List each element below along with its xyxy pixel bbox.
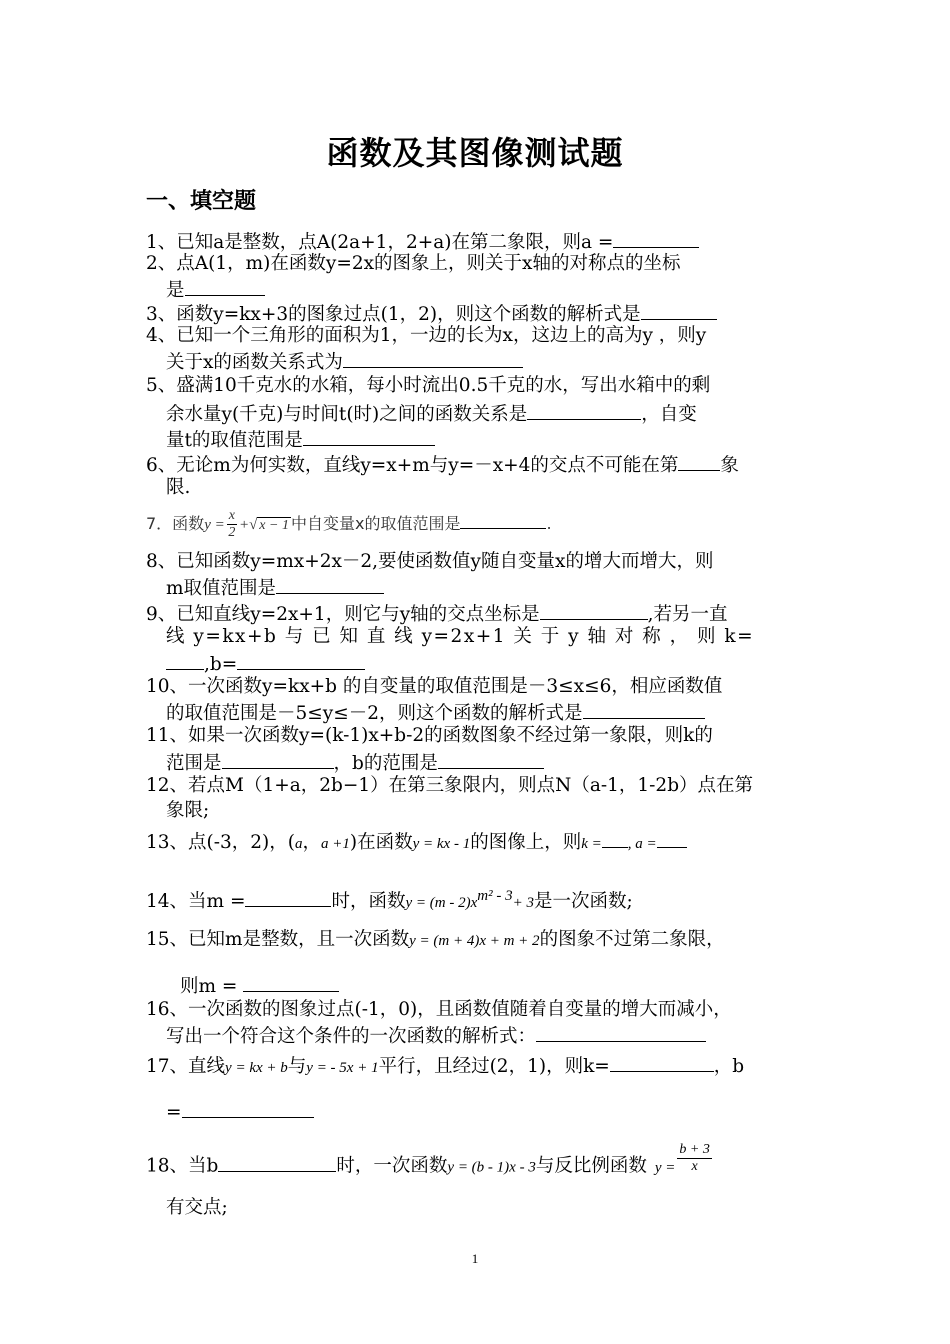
formula: + 3 [512,895,534,912]
formula: k = [581,836,602,852]
answer-blank[interactable] [237,650,365,670]
answer-blank[interactable] [527,400,641,420]
question-5 [146,374,710,398]
formula: y = [204,517,225,533]
question-text: 则m = [180,976,238,997]
question-6-cont [166,476,190,500]
question-text: 14、当m = [146,891,246,913]
denominator: 2 [228,525,236,540]
answer-blank[interactable] [245,887,331,907]
question-16 [146,998,732,1022]
question-16-cont [166,1022,706,1049]
question-10 [146,675,722,699]
question-text: 12、若点M（1+a，2b−1）在第三象限内，则点N（a-1，1-2b）点在第 [146,775,754,796]
question-text: 15、已知m是整数，且一次函数 [146,929,410,950]
question-text: 是一次函数; [533,891,633,913]
question-8 [146,550,713,574]
question-text: 的图象不过第二象限， [539,929,725,950]
answer-blank[interactable] [678,451,720,471]
answer-blank[interactable] [218,1152,336,1172]
question-text: 17、直线 [146,1056,226,1077]
answer-blank[interactable] [438,749,544,769]
question-6 [146,451,739,478]
question-text: m取值范围是 [166,578,277,599]
answer-blank[interactable] [222,749,334,769]
question-text: = [166,1102,182,1123]
question-text: 16、一次函数的图象过点(-1，0)，且函数值随着自变量的增大而减小， [146,999,732,1020]
numerator: b + 3 [679,1142,710,1157]
sqrt-sign: √ [249,517,258,533]
denominator: x [691,1159,698,1174]
fraction [677,1142,711,1175]
question-7 [146,508,552,541]
question-11 [146,724,713,748]
question-17-cont [166,1098,314,1125]
answer-blank[interactable] [276,574,384,594]
page-title: 函数及其图像测试题 [326,134,624,172]
question-text: 关于x的函数关系式为 [166,352,343,373]
answer-blank[interactable] [536,1022,706,1042]
question-text: 范围是 [166,753,222,774]
question-2 [146,252,680,276]
formula: y = kx - 1 [412,836,471,852]
question-9 [146,600,728,627]
question-text: 平行，且经过(2，1)，则k= [378,1056,610,1077]
question-10-cont [166,699,705,726]
question-text: 3、函数y=kx+3的图象过点(1，2)，则这个函数的解析式是 [146,304,641,325]
question-text: . [546,514,552,533]
answer-blank[interactable] [460,509,546,529]
answer-blank[interactable] [613,228,699,248]
question-18 [146,1142,714,1183]
question-14 [146,884,633,915]
formula: , a = [627,836,657,852]
answer-blank[interactable] [610,1052,714,1072]
question-1 [146,228,699,255]
fraction [227,508,237,541]
question-text: 6、无论m为何实数，直线y=x+m与y=－x+4的交点不可能在第 [146,455,679,476]
question-9-cont2 [166,650,365,677]
question-text: 象限; [166,800,210,821]
question-text: 象 [720,455,739,476]
question-text: 4、已知一个三角形的面积为1，一边的长为x，这边上的高为y ，则y [146,325,707,346]
question-text: 5、盛满10千克水的水箱，每小时流出0.5千克的水，写出水箱中的剩 [146,375,711,396]
answer-blank[interactable] [182,1098,314,1118]
formula-exponent: m² - 3 [477,888,513,904]
question-2-cont [166,276,265,303]
question-text: 与反比例函数 [535,1155,647,1177]
question-text: 与 [287,1056,307,1077]
answer-blank[interactable] [185,276,265,296]
page-number: 1 [471,1251,479,1266]
question-text: 有交点; [166,1197,228,1218]
question-text: ，b [713,1056,745,1077]
question-text: ,b= [204,654,238,675]
formula: y = (b - 1)x - 3 [447,1159,536,1176]
question-12 [146,774,753,798]
question-text: ，自变 [641,404,697,425]
question-text: 7．函数 [146,514,205,533]
formula: y = (m - 2)x [405,895,478,912]
question-8-cont [166,574,384,601]
answer-blank[interactable] [583,699,705,719]
question-17 [146,1052,744,1080]
answer-blank[interactable] [243,972,339,992]
question-text: ,若另一直 [647,604,728,625]
question-5-cont [166,400,697,427]
question-text: 时，一次函数 [336,1155,448,1177]
question-text: 限. [166,477,191,498]
question-11-cont [166,749,544,776]
question-text: 是 [166,280,185,301]
question-text: 9、已知直线y=2x+1，则它与y轴的交点坐标是 [146,604,540,625]
question-text: 11、如果一次函数y=(k-1)x+b-2的函数图象不经过第一象限，则k的 [146,725,713,746]
question-text: 2、点A(1，m)在函数y=2x的图象上，则关于x轴的对称点的坐标 [146,253,681,274]
answer-blank[interactable] [303,426,435,446]
question-text: 的取值范围是－5≤y≤－2，则这个函数的解析式是 [166,703,583,724]
question-text: 10、一次函数y=kx+b 的自变量的取值范围是－3≤x≤6，相应函数值 [146,676,723,697]
question-text: 余水量y(千克)与时间t(时)之间的函数关系是 [166,404,528,425]
formula: y = kx + b [225,1060,288,1076]
question-4 [146,324,706,348]
question-5-cont2 [166,426,435,453]
question-text: 的图像上，则 [470,832,582,853]
question-text: 8、已知函数y=mx+2x－2,要使函数值y随自变量x的增大而增大，则 [146,551,714,572]
radicand: x − 1 [259,518,289,533]
formula: y = (m + 4)x + m + 2 [409,933,540,949]
answer-blank[interactable] [166,650,204,670]
question-15 [146,928,725,953]
question-18-cont [166,1196,228,1220]
answer-blank[interactable] [540,600,648,620]
section-heading: 一、填空题 [146,189,257,214]
question-text: 18、当b [146,1155,219,1177]
answer-blank[interactable] [343,348,523,368]
question-13 [146,828,687,856]
question-9-cont [166,625,754,649]
question-text: 写出一个符合这个条件的一次函数的解析式： [166,1026,537,1047]
formula: a [295,836,303,852]
question-text: 1、已知a是整数，点A(2a+1，2+a)在第二象限，则a = [146,232,614,253]
question-3 [146,300,717,327]
question-text: )在函数 [349,832,413,853]
answer-blank[interactable] [602,828,628,848]
formula: y = - 5x + 1 [306,1060,379,1076]
formula: y = [654,1159,676,1176]
question-15-cont [180,972,339,999]
question-text: 中自变量x的取值范围是 [290,514,461,533]
question-text: ， [302,832,322,853]
question-text: 时，函数 [331,891,406,913]
numerator: x [228,508,235,523]
formula: a +1 [321,836,350,852]
question-12-cont [166,799,209,823]
question-text: 线 y=kx+b 与 已 知 直 线 y=2x+1 关 于 y 轴 对 称 ， 则 k= [166,626,755,647]
question-text: ，b的范围是 [333,753,438,774]
question-text: 13、点(-3，2)，( [146,832,295,853]
question-text: 量t的取值范围是 [166,430,303,451]
answer-blank[interactable] [657,828,687,848]
question-4-cont [166,348,523,375]
answer-blank[interactable] [641,300,717,320]
formula: + [238,517,250,533]
